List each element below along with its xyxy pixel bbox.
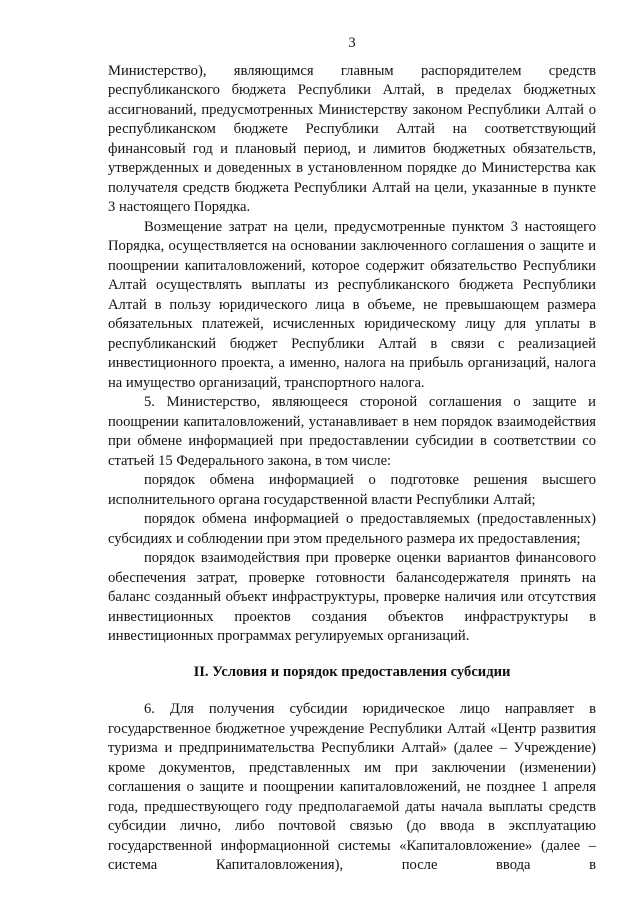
paragraph-exchange-subsidies: порядок обмена информацией о предоставляемых (предоставленных) субсидиях и соблюдении при этом предельного размера их предоставления;: [108, 511, 596, 547]
paragraph-interaction-check: порядок взаимодействия при проверке оценки вариантов финансового обеспечения затрат, проверке готовности балансодержателя принять на баланс созданный объект инфраструктуры, проверке наличия или отсутствия инвестиционных проектов создания объектов инфраструктуры в инвестиционных программах регулируемых организаций.: [108, 550, 596, 644]
paragraph-item-5: 5. Министерство, являющееся стороной соглашения о защите и поощрении капиталовложений, устанавливает в нем порядок взаимодействия при обмене информацией при предоставлении субсидии в соответствии со статьей 15 Федерального закона, в том числе:: [108, 394, 596, 469]
paragraph-reimbursement: Возмещение затрат на цели, предусмотренные пунктом 3 настоящего Порядка, осуществляется на основании заключенного соглашения о защите и поощрении капиталовложений, которое содержит обязательство Республики Алтай осуществлять выплаты из республиканского бюджета Республики Алтай в пользу юридического лица в объеме, не превышающем размера обязательных платежей, исчисленных юридическому лицу для уплаты в республиканский бюджет Республики Алтай в связи с реализацией инвестиционного проекта, а именно, налога на прибыль организаций, налога на имущество организаций, транспортного налога.: [108, 218, 596, 391]
paragraph-continuation: Министерство), являющимся главным распорядителем средств республиканского бюджета Республики Алтай, в пределах бюджетных ассигнований, предусмотренных Министерству законом Республики Алтай о республиканском бюджете Республики Алтай на соответствующий финансовый год и плановый период, и лимитов бюджетных обязательств, утвержденных и доведенных в установленном порядке до Министерства как получателя средств бюджета Республики Алтай на цели, указанные в пункте 3 настоящего Порядка.: [108, 62, 596, 215]
document-page: [108, 34, 596, 876]
page-number: 3: [348, 35, 356, 51]
paragraph-item-6: 6. Для получения субсидии юридическое лицо направляет в государственное бюджетное учреждение Республики Алтай «Центр развития туризма и предпринимательства Республики Алтай» (далее – Учреждение) кроме документов, представленных им при заключении (изменении) соглашения о защите и поощрении капиталовложений, не позднее 1 апреля года, предшествующего году предполагаемой даты начала выплаты средств субсидии лично, либо почтовой связью (до ввода в эксплуатацию государственной информационной системы «Капиталовложение» (далее – система Капиталовложения), после ввода в: [108, 701, 596, 873]
section-title: II. Условия и порядок предоставления субсидии: [193, 663, 511, 680]
paragraph-exchange-decision: порядок обмена информацией о подготовке решения высшего исполнительного органа государственной власти Республики Алтай;: [108, 472, 596, 508]
